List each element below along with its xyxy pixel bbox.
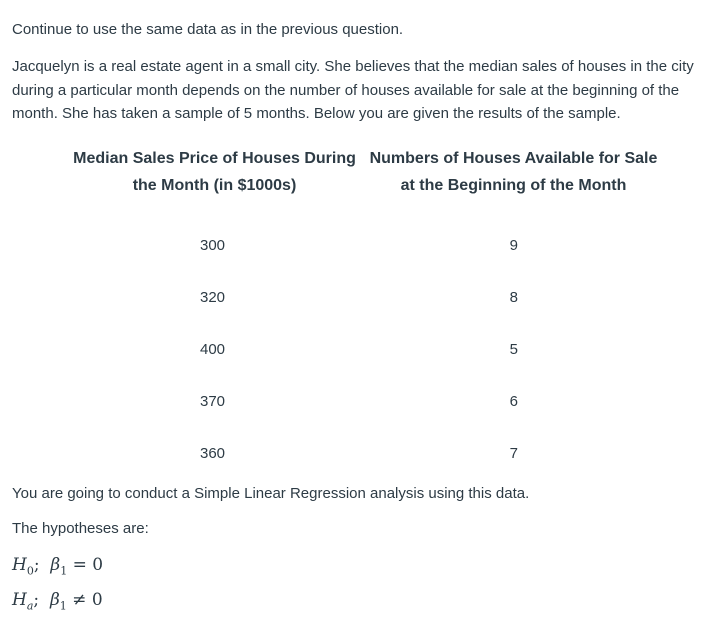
intro-text: Continue to use the same data as in the previous question. — [12, 21, 404, 38]
table-header-row — [62, 145, 660, 219]
h-subscript: a — [26, 599, 34, 613]
alternative-hypothesis — [12, 590, 103, 612]
column-header-houses: Numbers of Houses Available for Sale at the Beginning of the Month — [369, 150, 658, 194]
relation: = — [72, 555, 87, 575]
value: 0 — [92, 555, 104, 575]
column-header-price: Median Sales Price of Houses During the Month (in $1000s) — [73, 150, 356, 194]
price-cell: 370 — [200, 392, 226, 410]
value: 0 — [91, 590, 103, 610]
price-cell: 300 — [200, 236, 226, 254]
separator: ; — [33, 590, 40, 610]
beta-symbol: β — [49, 590, 60, 610]
houses-cell: 9 — [509, 236, 518, 254]
price-cell: 400 — [200, 340, 226, 358]
h-subscript: 0 — [26, 564, 34, 578]
h-symbol: H — [12, 590, 27, 610]
houses-cell: 7 — [509, 444, 518, 462]
data-table — [62, 145, 660, 479]
separator: ; — [33, 555, 40, 575]
table-row — [62, 219, 660, 271]
table-row — [62, 375, 660, 427]
table-row — [62, 427, 660, 479]
houses-cell: 5 — [509, 340, 518, 358]
table-row — [62, 323, 660, 375]
h-symbol: H — [12, 555, 27, 575]
hypotheses-label: The hypotheses are: — [12, 520, 149, 537]
problem-paragraph: Jacquelyn is a real estate agent in a small city. She believes that the median sales of houses in the city during a particular month depends on the number of houses available for sale at the beginning of the month. She has taken a sample of 5 months. Below you are given the results of the sample. — [12, 58, 694, 122]
houses-cell: 6 — [509, 392, 518, 410]
beta-subscript: 1 — [59, 599, 67, 613]
beta-symbol: β — [50, 555, 61, 575]
table-row — [62, 271, 660, 323]
price-cell: 320 — [200, 288, 226, 306]
relation: ≠ — [72, 590, 87, 610]
price-cell: 360 — [200, 444, 226, 462]
houses-cell: 8 — [509, 288, 518, 306]
closing-text: You are going to conduct a Simple Linear Regression analysis using this data. — [12, 485, 530, 502]
null-hypothesis — [12, 555, 103, 577]
beta-subscript: 1 — [60, 564, 68, 578]
